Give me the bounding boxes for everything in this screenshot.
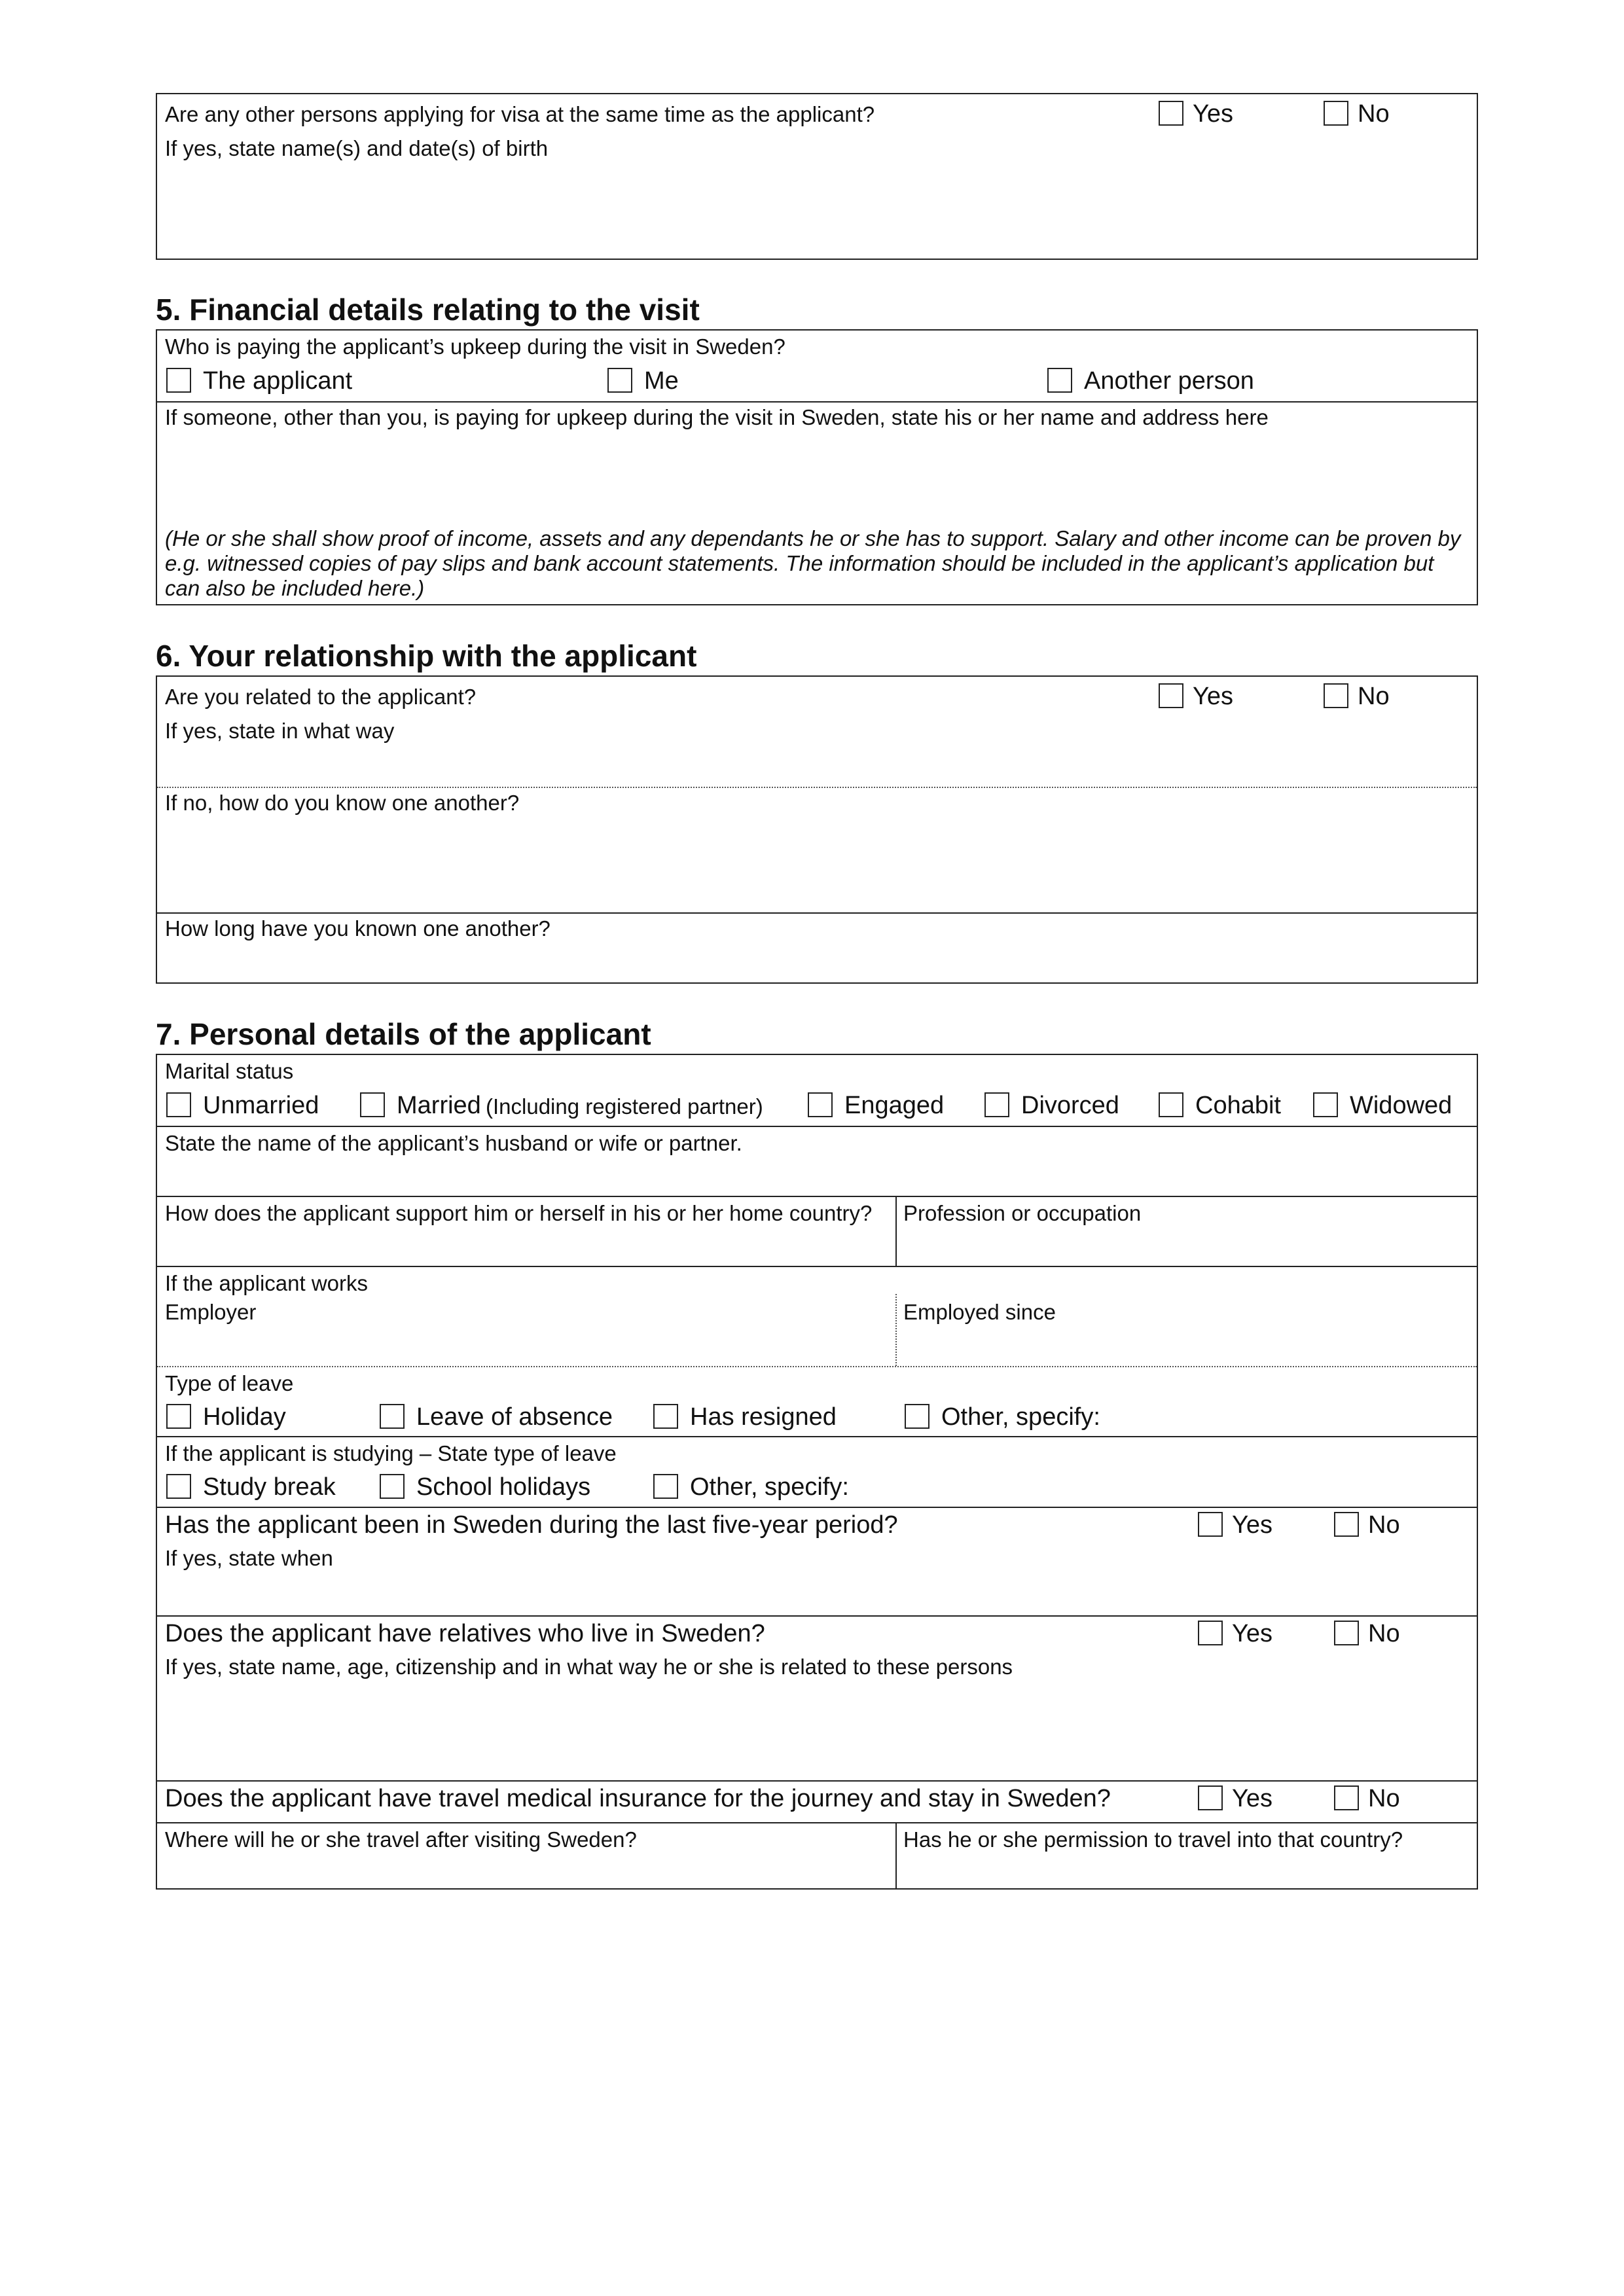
marital-widowed-checkbox[interactable] — [1313, 1092, 1338, 1117]
employed-since-label: Employed since — [903, 1300, 1056, 1324]
study-holidays-checkbox[interactable] — [380, 1474, 405, 1499]
in-sweden-sub: If yes, state when — [165, 1546, 333, 1570]
s7-divider-8 — [157, 1780, 1477, 1782]
leave-absence-label: Leave of absence — [416, 1403, 613, 1431]
section6-heading: 6. Your relationship with the applicant — [156, 639, 697, 673]
marital-divorced-checkbox[interactable] — [984, 1092, 1009, 1117]
support-question: How does the applicant support him or herself in his or her home country? — [165, 1201, 873, 1225]
section6-box — [156, 675, 1478, 984]
marital-widowed-label: Widowed — [1350, 1092, 1453, 1119]
leave-resigned-label: Has resigned — [690, 1403, 837, 1431]
relatives-yes-label: Yes — [1232, 1620, 1272, 1647]
section5-someone-else: If someone, other than you, is paying for upkeep during the visit in Sweden, state his or her name and address here — [165, 405, 1269, 429]
permission-question: Has he or she permission to travel into that country? — [903, 1827, 1403, 1852]
s7-divider-5 — [157, 1436, 1477, 1437]
section5-question: Who is paying the applicant’s upkeep during the visit in Sweden? — [165, 334, 785, 359]
relatives-no-label: No — [1368, 1620, 1400, 1647]
relatives-sub: If yes, state name, age, citizenship and in what way he or she is related to these persons — [165, 1655, 1013, 1679]
payer-applicant-label: The applicant — [203, 367, 353, 395]
other-persons-no-label: No — [1358, 100, 1390, 128]
payer-another-label: Another person — [1084, 367, 1254, 395]
section5-divider — [157, 401, 1477, 403]
leave-holiday-checkbox[interactable] — [166, 1404, 191, 1429]
s7-divider-2 — [157, 1196, 1477, 1197]
relatives-yes-checkbox[interactable] — [1198, 1621, 1223, 1645]
s7-dotted-divider-4 — [157, 1366, 1477, 1367]
study-other-checkbox[interactable] — [653, 1474, 678, 1499]
insurance-yes-label: Yes — [1232, 1785, 1272, 1812]
marital-married-note: (Including registered partner) — [486, 1094, 763, 1119]
s7-divider-6 — [157, 1507, 1477, 1508]
study-break-label: Study break — [203, 1473, 336, 1501]
payer-another-checkbox[interactable] — [1047, 368, 1072, 393]
other-persons-yes-checkbox[interactable] — [1159, 101, 1183, 126]
marital-cohabit-checkbox[interactable] — [1159, 1092, 1183, 1117]
related-no-label: No — [1358, 683, 1390, 710]
payer-applicant-checkbox[interactable] — [166, 368, 191, 393]
in-sweden-yes-checkbox[interactable] — [1198, 1512, 1223, 1537]
section6-divider — [157, 912, 1477, 914]
marital-unmarried-label: Unmarried — [203, 1092, 319, 1119]
profession-question: Profession or occupation — [903, 1201, 1142, 1225]
leave-absence-checkbox[interactable] — [380, 1404, 405, 1429]
insurance-no-checkbox[interactable] — [1334, 1785, 1359, 1810]
marital-unmarried-checkbox[interactable] — [166, 1092, 191, 1117]
leave-holiday-label: Holiday — [203, 1403, 286, 1431]
payer-me-checkbox[interactable] — [607, 368, 632, 393]
s7-vsplit-travel — [895, 1822, 897, 1888]
related-sub: If yes, state in what way — [165, 719, 395, 743]
s7-divider-3 — [157, 1266, 1477, 1267]
s7-vsplit-employer — [895, 1294, 897, 1366]
other-persons-sub: If yes, state name(s) and date(s) of birth — [165, 136, 549, 160]
payer-me-label: Me — [644, 367, 679, 395]
s7-vsplit-support — [895, 1196, 897, 1266]
marital-engaged-checkbox[interactable] — [808, 1092, 833, 1117]
know-question: If no, how do you know one another? — [165, 791, 520, 815]
studying-label: If the applicant is studying – State type of leave — [165, 1441, 617, 1465]
study-break-checkbox[interactable] — [166, 1474, 191, 1499]
in-sweden-yes-label: Yes — [1232, 1511, 1272, 1539]
section5-box — [156, 329, 1478, 605]
section5-note: (He or she shall show proof of income, assets and any dependants he or she has to support. Salary and other income can be proven by e.g. witnessed copies of pay slips and bank account statements. The information should be included in the applicant’s application but can also be included here.) — [165, 526, 1461, 600]
marital-cohabit-label: Cohabit — [1195, 1092, 1281, 1119]
s7-divider-9 — [157, 1822, 1477, 1823]
insurance-yes-checkbox[interactable] — [1198, 1785, 1223, 1810]
section7-box — [156, 1054, 1478, 1890]
other-persons-question: Are any other persons applying for visa at the same time as the applicant? — [165, 102, 875, 126]
marital-engaged-label: Engaged — [844, 1092, 945, 1119]
marital-married-checkbox[interactable] — [360, 1092, 385, 1117]
related-yes-checkbox[interactable] — [1159, 683, 1183, 708]
other-persons-no-checkbox[interactable] — [1324, 101, 1348, 126]
related-yes-label: Yes — [1193, 683, 1233, 710]
in-sweden-no-checkbox[interactable] — [1334, 1512, 1359, 1537]
related-no-checkbox[interactable] — [1324, 683, 1348, 708]
s7-divider-7 — [157, 1615, 1477, 1617]
study-holidays-label: School holidays — [416, 1473, 591, 1501]
insurance-no-label: No — [1368, 1785, 1400, 1812]
other-persons-box — [156, 93, 1478, 260]
leave-resigned-checkbox[interactable] — [653, 1404, 678, 1429]
how-long-question: How long have you known one another? — [165, 916, 550, 941]
leave-other-checkbox[interactable] — [905, 1404, 929, 1429]
section6-dotted-divider — [157, 787, 1477, 788]
leave-other-label: Other, specify: — [941, 1403, 1100, 1431]
marital-married-label: Married — [397, 1092, 481, 1119]
leave-label: Type of leave — [165, 1371, 294, 1395]
employer-label: Employer — [165, 1300, 257, 1324]
relatives-no-checkbox[interactable] — [1334, 1621, 1359, 1645]
in-sweden-no-label: No — [1368, 1511, 1400, 1539]
spouse-question: State the name of the applicant’s husband or wife or partner. — [165, 1131, 742, 1155]
section5-heading: 5. Financial details relating to the visit — [156, 293, 700, 327]
marital-label: Marital status — [165, 1059, 294, 1083]
marital-divorced-label: Divorced — [1021, 1092, 1119, 1119]
other-persons-yes-label: Yes — [1193, 100, 1233, 128]
insurance-question: Does the applicant have travel medical insurance for the journey and stay in Sweden? — [165, 1785, 1111, 1812]
section7-heading: 7. Personal details of the applicant — [156, 1017, 651, 1051]
related-question: Are you related to the applicant? — [165, 685, 477, 709]
in-sweden-question: Has the applicant been in Sweden during the last five-year period? — [165, 1511, 898, 1539]
works-label: If the applicant works — [165, 1271, 368, 1295]
study-other-label: Other, specify: — [690, 1473, 849, 1501]
s7-divider-1 — [157, 1126, 1477, 1127]
travel-after-question: Where will he or she travel after visiting Sweden? — [165, 1827, 637, 1852]
relatives-question: Does the applicant have relatives who live in Sweden? — [165, 1620, 765, 1647]
